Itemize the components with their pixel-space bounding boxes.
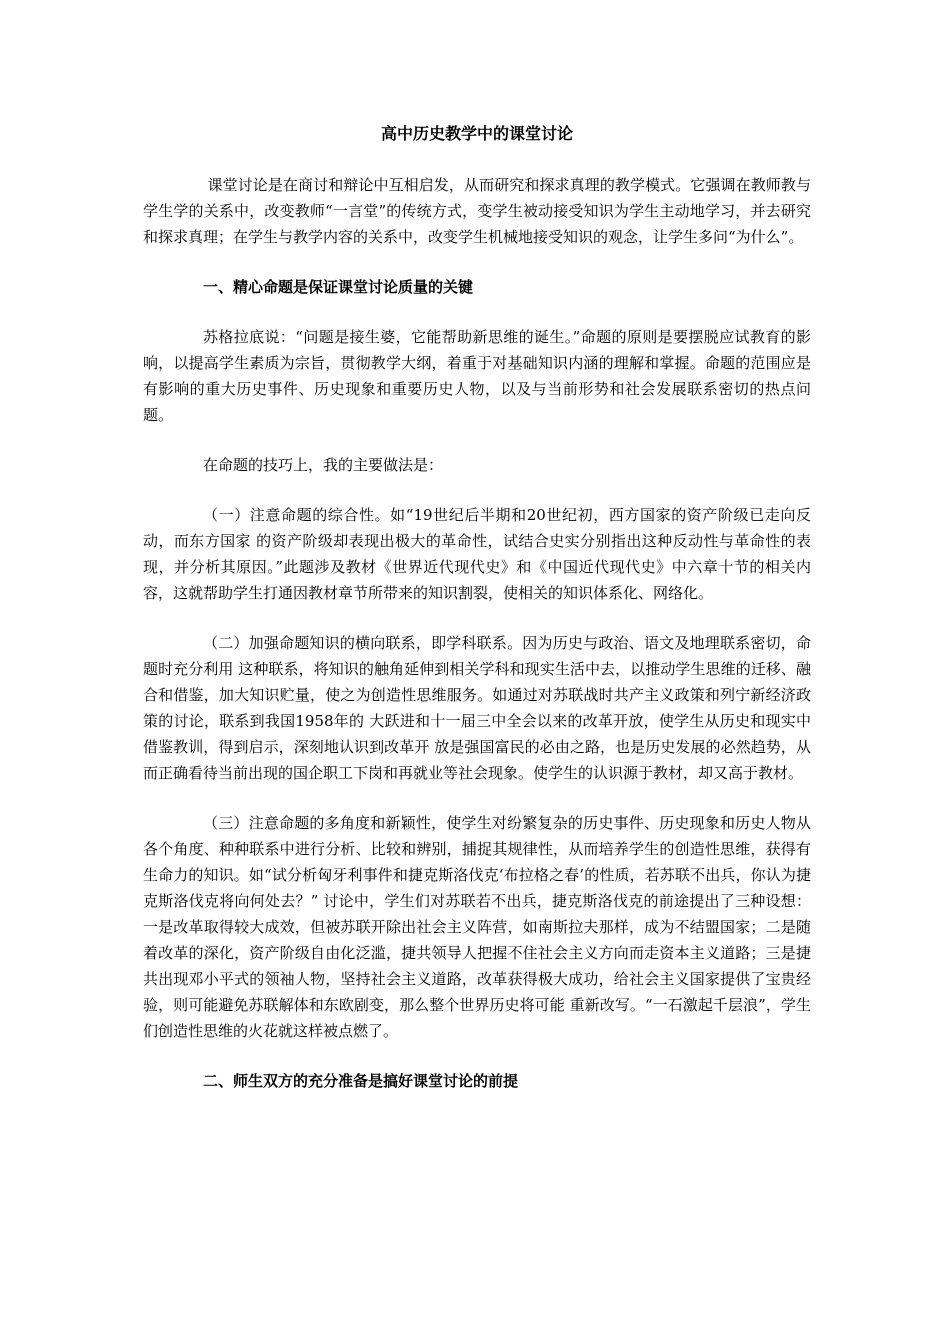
section-1-paragraph-5: （三）注意命题的多角度和新颖性，使学生对纷繁复杂的历史事件、历史现象和历史人物从各个角度、种种联系中进行分析、比较和辨别，捕捉其规律性，从而培养学生的创造性思维，获得有生命力的知识。如“试分析匈牙利事件和捷克斯洛伐克‘布拉格之春’的性质，若苏联不出兵，你认为捷克斯洛伐克将向何处去？” 讨论中，学生们对苏联若不出兵，捷克斯洛伐克的前途提出了三种设想：一是改革取得较大成效，但被苏联开除出社会主义阵营，如南斯拉夫那样，成为不结盟国家；二是随着改革的深化，资产阶级自由化泛滥，捷共领导人把握不住社会主义方向而走资本主义道路；三是捷共出现邓小平式的领袖人物，坚持社会主义道路，改革获得极大成功，给社会主义国家提供了宝贵经验，则可能避免苏联解体和东欧剧变，那么整个世界历史将可能 重新改写。“一石激起千层浪”，学生们创造性思维的火花就这样被点燃了。 bbox=[143, 814, 811, 1040]
intro-paragraph: 课堂讨论是在商讨和辩论中互相启发，从而研究和探求真理的教学模式。它强调在教师教与学生学的关系中，改变教师“一言堂”的传统方式，变学生被动接受知识为学生主动地学习，并去研究和探求真理；在学生与教学内容的关系中，改变学生机械地接受知识的观念，让学生多问“为什么”。 bbox=[143, 176, 811, 246]
document-title: 高中历史教学中的课堂讨论 bbox=[380, 124, 573, 143]
section-1-paragraph-3: （一）注意命题的综合性。如“19世纪后半期和20世纪初，西方国家的资产阶级已走向反动，而东方国家 的资产阶级却表现出极大的革命性，试结合史实分别指出这种反动性与革命性的表现，并分析其原因。”此题涉及教材《世界近代现代史》和《中国近代现代史》中六章十节的相关内容，这就帮助学生打通因教材章节所带来的知识割裂，使相关的知识体系化、网络化。 bbox=[143, 506, 811, 602]
document-body bbox=[143, 122, 811, 1118]
section-1-paragraph-2: 在命题的技巧上，我的主要做法是： bbox=[203, 456, 444, 474]
section-1-heading: 一、精心命题是保证课堂讨论质量的关键 bbox=[203, 278, 474, 296]
section-2-heading: 二、师生双方的充分准备是搞好课堂讨论的前提 bbox=[203, 1072, 519, 1090]
section-1-paragraph-1: 苏格拉底说：“问题是接生婆，它能帮助新思维的诞生。”命题的原则是要摆脱应试教育的影响，以提高学生素质为宗旨，贯彻教学大纲，着重于对基础知识内涵的理解和掌握。命题的范围应是有影响的重大历史事件、历史现象和重要历史人物，以及与当前形势和社会发展联系密切的热点问题。 bbox=[143, 328, 811, 424]
section-1-paragraph-4: （二）加强命题知识的横向联系，即学科联系。因为历史与政治、语文及地理联系密切，命题时充分利用 这种联系，将知识的触角延伸到相关学科和现实生活中去，以推动学生思维的迁移、融合和借鉴，加大知识贮量，使之为创造性思维服务。如通过对苏联战时共产主义政策和列宁新经济政策的讨论，联系到我国1958年的 大跃进和十一届三中全会以来的改革开放，使学生从历史和现实中借鉴教训，得到启示，深刻地认识到改革开 放是强国富民的必由之路，也是历史发展的必然趋势，从而正确看待当前出现的国企职工下岗和再就业等社会现象。使学生的认识源于教材，却又高于教材。 bbox=[143, 634, 811, 782]
